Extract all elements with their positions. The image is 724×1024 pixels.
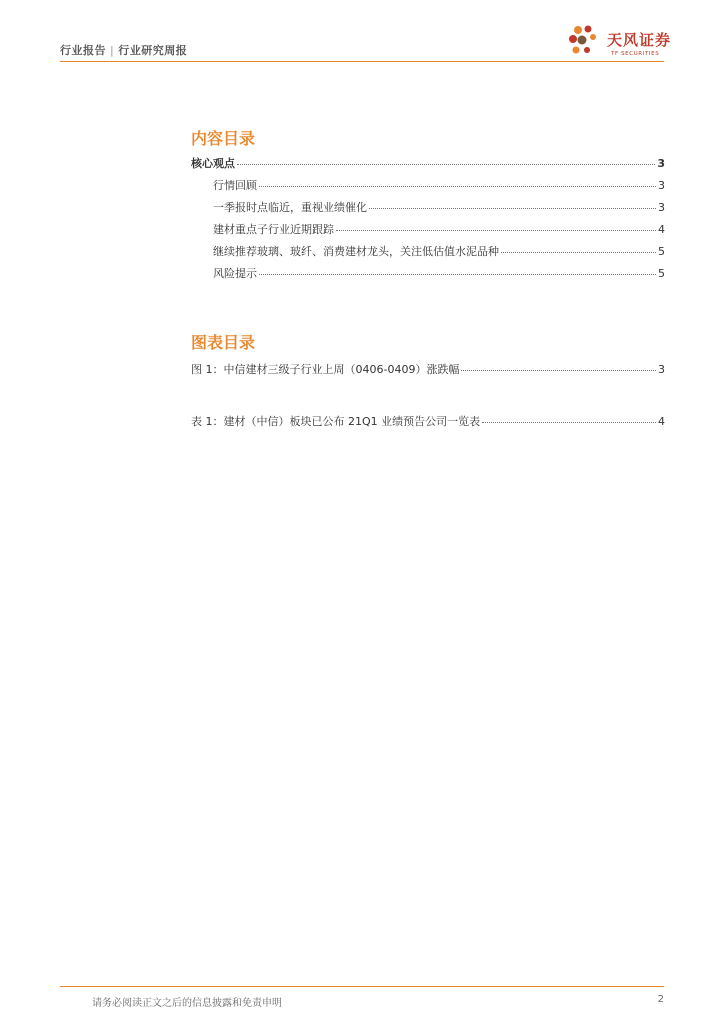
toc-entry[interactable]	[213, 177, 665, 193]
toc-leader-dots	[336, 230, 656, 231]
toc-leader-dots	[259, 186, 656, 187]
toc-entry[interactable]	[213, 243, 665, 259]
logo-name-cn: 天风证券	[607, 31, 672, 49]
company-logo	[567, 24, 677, 60]
toc-entry-label: 一季报时点临近，重视业绩催化	[213, 201, 367, 214]
report-category: 行业报告	[60, 44, 106, 57]
toc-entry-label: 风险提示	[213, 267, 257, 280]
toc-entry-page: 3	[657, 157, 665, 170]
figure-entry-page: 4	[658, 415, 665, 428]
figure-entry-page: 3	[658, 363, 665, 376]
toc-entry-page: 3	[658, 179, 665, 192]
toc-entry[interactable]	[213, 199, 665, 215]
footer-disclaimer: 请务必阅读正文之后的信息披露和免责申明	[92, 998, 282, 1009]
toc-entry-label: 继续推荐玻璃、玻纤、消费建材龙头，关注低估值水泥品种	[213, 245, 499, 258]
report-type-label	[60, 42, 187, 58]
figure-entry-label: 图 1：中信建材三级子行业上周（0406-0409）涨跌幅	[191, 363, 460, 376]
header-separator: |	[110, 44, 115, 57]
toc-entry-label: 建材重点子行业近期跟踪	[213, 223, 334, 236]
content-toc-title: 内容目录	[191, 129, 256, 148]
toc-leader-dots	[369, 208, 656, 209]
toc-entry-page: 4	[658, 223, 665, 236]
toc-leader-dots	[501, 252, 656, 253]
figure-entry[interactable]	[191, 413, 665, 429]
toc-entry-page: 3	[658, 201, 665, 214]
figure-toc-title: 图表目录	[191, 333, 256, 352]
toc-entry[interactable]	[213, 221, 665, 237]
page-number: 2	[657, 994, 664, 1005]
toc-entry-page: 5	[658, 245, 665, 258]
toc-entry[interactable]	[191, 155, 665, 171]
toc-entry-label: 行情回顾	[213, 179, 257, 192]
toc-entry-page: 5	[658, 267, 665, 280]
header-divider	[60, 61, 664, 62]
logo-name-en: TF SECURITIES	[611, 51, 660, 57]
toc-entry-label: 核心观点	[191, 157, 235, 170]
figure-entry[interactable]	[191, 361, 665, 377]
footer-divider	[60, 986, 664, 987]
logo-flower-icon	[567, 24, 601, 58]
report-subcategory: 行业研究周报	[118, 44, 188, 57]
figure-entry-label: 表 1：建材（中信）板块已公布 21Q1 业绩预告公司一览表	[191, 415, 481, 428]
toc-leader-dots	[482, 422, 656, 423]
toc-leader-dots	[461, 370, 656, 371]
toc-leader-dots	[259, 274, 656, 275]
toc-entry[interactable]	[213, 265, 665, 281]
toc-leader-dots	[237, 164, 655, 165]
